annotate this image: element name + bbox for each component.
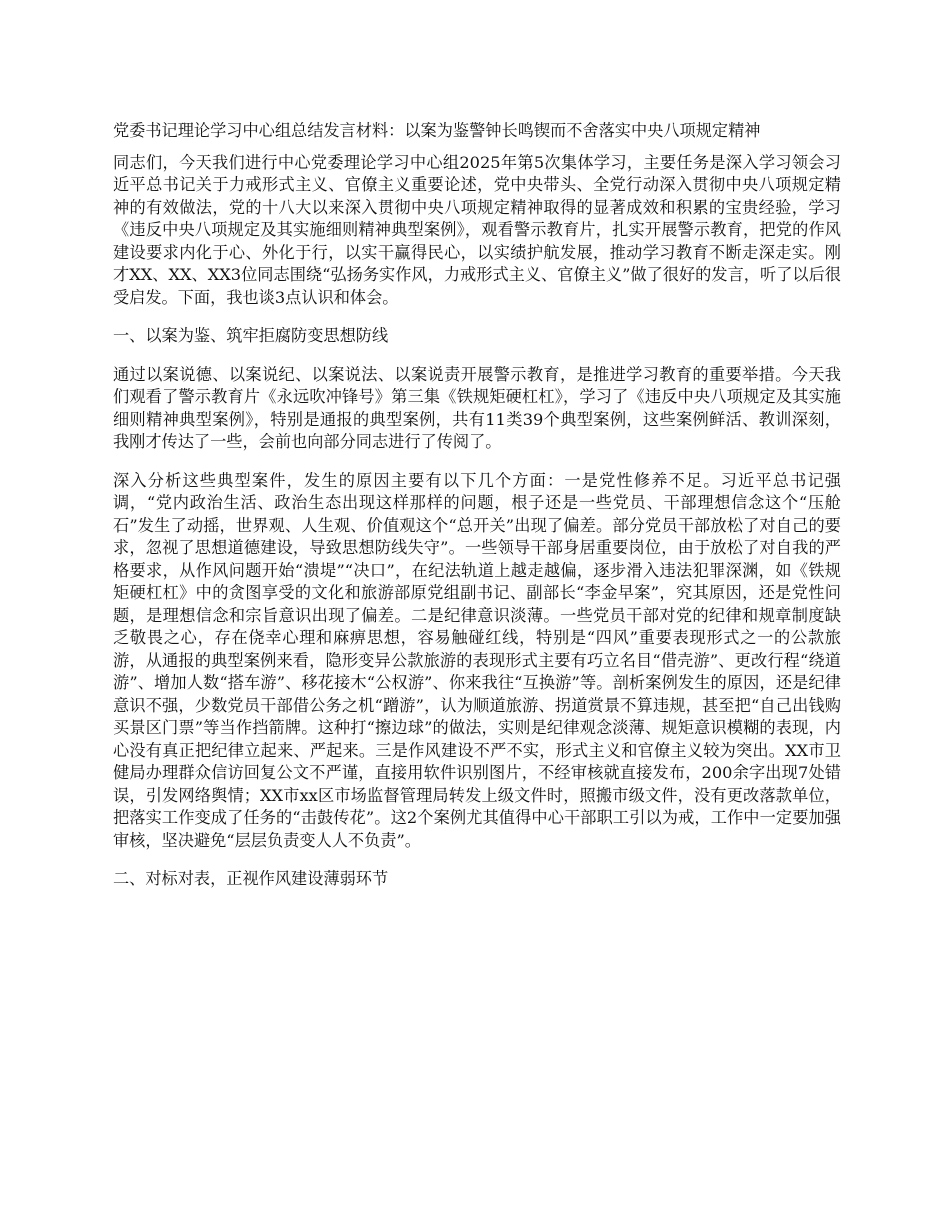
document-page	[113, 120, 841, 907]
intro-paragraph: 同志们，今天我们进行中心党委理论学习中心组2025年第5次集体学习，主要任务是深入学习领会习近平总书记关于力戒形式主义、官僚主义重要论述，党中央带头、全党行动深入贯彻中央八项规定精神的有效做法，党的十八大以来深入贯彻中央八项规定精神取得的显著成效和积累的宝贵经验，学习《违反中央八项规定及其实施细则精神典型案例》，观看警示教育片，扎实开展警示教育，把党的作风建设要求内化于心、外化于行，以实干赢得民心，以实绩护航发展，推动学习教育不断走深走实。刚才XX、XX、XX3位同志围绕“弘扬务实作风，力戒形式主义、官僚主义”做了很好的发言，听了以后很受启发。下面，我也谈3点认识和体会。	[113, 152, 841, 307]
section-1-heading: 一、以案为鉴、筑牢拒腐防变思想防线	[113, 326, 389, 345]
section-1-paragraph-1: 通过以案说德、以案说纪、以案说法、以案说责开展警示教育，是推进学习教育的重要举措。今天我们观看了警示教育片《永远吹冲锋号》第三集《铁规矩硬杠杠》，学习了《违反中央八项规定及其实施细则精神典型案例》，特别是通报的典型案例，共有11类39个典型案例，这些案例鲜活、教训深刻，我刚才传达了一些，会前也向部分同志进行了传阅了。	[113, 364, 841, 451]
section-2-heading: 二、对标对表，正视作风建设薄弱环节	[113, 869, 389, 888]
section-1-paragraph-2: 深入分析这些典型案件，发生的原因主要有以下几个方面：一是党性修养不足。习近平总书记强调，“党内政治生活、政治生态出现这样那样的问题，根子还是一些党员、干部理想信念这个“压舱石”发生了动摇，世界观、人生观、价值观这个“总开关”出现了偏差。部分党员干部放松了对自己的要求，忽视了思想道德建设，导致思想防线失守”。一些领导干部身居重要岗位，由于放松了对自我的严格要求，从作风问题开始“溃堤”“决口”，在纪法轨道上越走越偏，逐步滑入违法犯罪深渊，如《铁规矩硬杠杠》中的贪图享受的文化和旅游部原党组副书记、副部长“李金早案”，究其原因，还是党性问题，是理想信念和宗旨意识出现了偏差。二是纪律意识淡薄。一些党员干部对党的纪律和规章制度缺乏敬畏之心，存在侥幸心理和麻痹思想，容易触碰红线，特别是“四风”重要表现形式之一的公款旅游，从通报的典型案例来看，隐形变异公款旅游的表现形式主要有巧立名目“借壳游”、更改行程“绕道游”、增加人数“搭车游”、移花接木“公权游”、你来我往“互换游”等。剖析案例发生的原因，还是纪律意识不强，少数党员干部借公务之机“蹭游”，认为顺道旅游、拐道赏景不算违规，甚至把“自己出钱购买景区门票”等当作挡箭牌。这种打“擦边球”的做法，实则是纪律观念淡薄、规矩意识模糊的表现，内心没有真正把纪律立起来、严起来。三是作风建设不严不实，形式主义和官僚主义较为突出。XX市卫健局办理群众信访回复公文不严谨，直接用软件识别图片，不经审核就直接发布，200余字出现7处错误，引发网络舆情；XX市xx区市场监督管理局转发上级文件时，照搬市级文件，没有更改落款单位，把落实工作变成了任务的“击鼓传花”。这2个案例尤其值得中心干部职工引以为戒，工作中一定要加强审核，坚决避免“层层负责变人人不负责”。	[113, 470, 841, 850]
document-title: 党委书记理论学习中心组总结发言材料：以案为鉴警钟长鸣锲而不舍落实中央八项规定精神	[113, 121, 761, 140]
